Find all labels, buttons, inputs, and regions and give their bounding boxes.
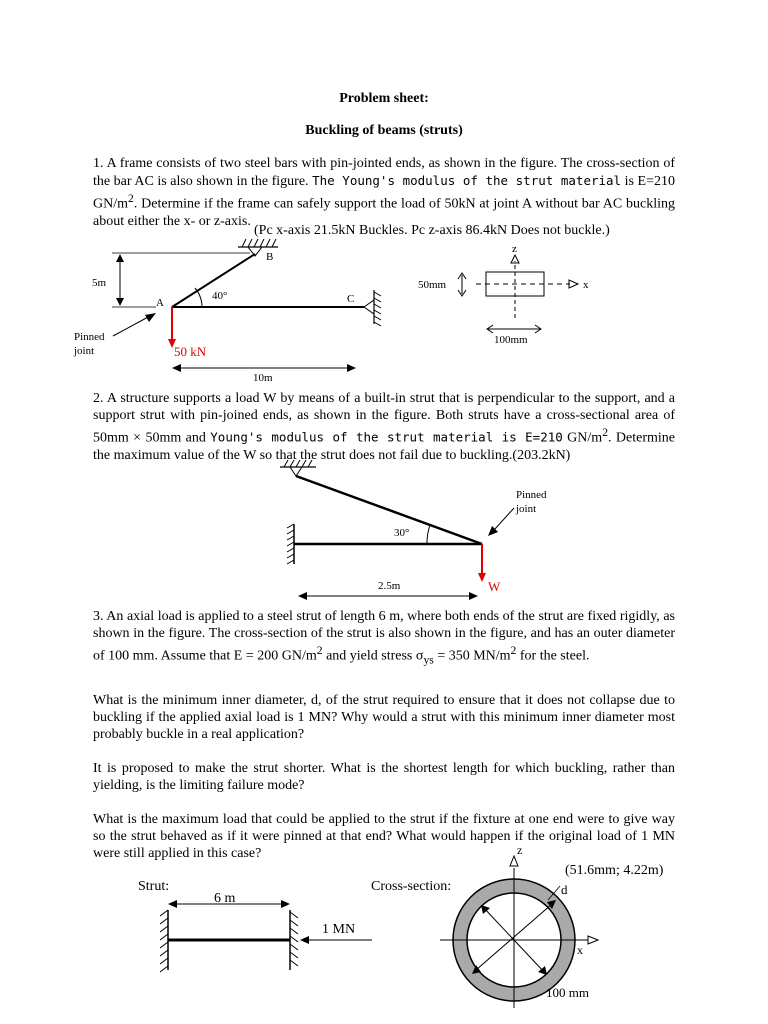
label-b: B xyxy=(266,251,274,263)
problem-3-sub: ys xyxy=(423,653,434,667)
support-strut xyxy=(296,476,482,544)
dim-2-5m-arrow-left xyxy=(298,592,307,600)
problem-3-answer: (51.6mm; 4.22m) xyxy=(565,863,664,878)
problem-3-text-d: for the steel. xyxy=(516,648,590,664)
dim-6m-label: 6 m xyxy=(214,891,236,906)
fixed-wall-right-hatching xyxy=(290,912,298,966)
question-shortest-length: It is proposed to make the strut shorter. What is the shortest length for which buckling, rather than yielding, is the limiting failure mode? xyxy=(93,761,675,793)
angle-40: 40° xyxy=(212,290,228,302)
dim-6m-arrow-left xyxy=(168,900,177,908)
load-w-label: W xyxy=(488,579,501,594)
problem-2-text-c: GN/m xyxy=(562,430,603,446)
top-support-pin xyxy=(290,467,302,476)
problem-2-text-d: . Determine the maximum value of the W so that the strut does not fail due to buckling.(203.2kN) xyxy=(93,430,676,463)
problem-1-text-mono: The Young's modulus of the strut material xyxy=(312,173,622,188)
top-support-hatching xyxy=(284,460,312,467)
problem-3-sup-1: 2 xyxy=(316,644,323,657)
cs-height-label: 50mm xyxy=(418,279,447,291)
label-c: C xyxy=(347,293,355,305)
problem-3-text-a: 3. An axial load is applied to a steel strut of length 6 m, where both ends of the strut are fixed rigidly, as shown in the figure. The cross-section of the strut is also shown in the figure, and has an outer diameter of 100 mm. Assume that E = 200 GN/m xyxy=(93,609,675,664)
angle-30: 30° xyxy=(394,527,410,539)
support-c-pin xyxy=(364,300,374,314)
load-1mn-label: 1 MN xyxy=(322,922,356,937)
tube-z-arrow xyxy=(510,856,518,866)
problem-2-text xyxy=(93,390,675,464)
pinned-label-2: Pinned xyxy=(516,489,547,501)
problem-3-text xyxy=(93,608,675,668)
joint-label-2: joint xyxy=(516,503,537,515)
problem-1-text-d: . Determine if the frame can safely support the load of 50kN at joint A without bar AC buckling about either the x- or z-axis. xyxy=(93,196,675,229)
support-b-hatching xyxy=(242,239,276,247)
tube-axis-x-label: x xyxy=(577,943,583,957)
cs-axis-z-label: z xyxy=(512,243,517,255)
sheet-title: Problem sheet: xyxy=(339,91,429,106)
wall-left-hatching xyxy=(287,524,294,564)
cs-axis-x-label: x xyxy=(583,279,589,291)
sheet-subtitle: Buckling of beams (struts) xyxy=(305,123,463,138)
problem-1-answer: (Pc x-axis 21.5kN Buckles. Pc z-axis 86.4kN Does not buckle.) xyxy=(254,223,610,238)
angle-arc-30 xyxy=(427,525,430,544)
dim-5m-arrow-up xyxy=(116,254,124,262)
load-1mn-arrow xyxy=(300,936,309,944)
figure-2-structure xyxy=(0,458,768,600)
figure-3-strut xyxy=(0,840,768,1024)
pinned-label: Pinned xyxy=(74,331,105,343)
problem-2-text-mono: Young's modulus of the strut material is E=210 xyxy=(210,429,563,445)
tube-axis-z-label: z xyxy=(517,843,523,857)
support-c-hatching xyxy=(374,292,381,326)
cs-width-label: 100mm xyxy=(494,334,528,346)
dim-5m-label: 5m xyxy=(92,277,107,289)
dim-5m-arrow-down xyxy=(116,298,124,306)
joint-label: joint xyxy=(74,345,95,357)
problem-1-text-c: is E=210 GN/m xyxy=(93,174,675,212)
problem-2-sup: 2 xyxy=(602,426,609,439)
pinned-pointer-arrow xyxy=(145,313,156,322)
question-min-inner-diameter: What is the minimum inner diameter, d, of the strut required to ensure that it does not collapse due to buckling if the applied axial load is 1 MN? Why would a strut with this minimum inner diameter most probably buckle in a real application? xyxy=(93,693,675,742)
problem-3-text-b: and yield stress σ xyxy=(322,648,424,664)
dim-10m-label: 10m xyxy=(253,372,273,384)
fixed-wall-left-hatching xyxy=(160,910,168,972)
dim-6m-arrow-right xyxy=(281,900,290,908)
load-50kn-label: 50 kN xyxy=(174,344,207,359)
question-pinned-end: What is the maximum load that could be applied to the strut if the fixture at one end were to give way so the strut behaved as if it were pinned at that end? What would happen if the original load of 1 MN were still applied in this case? xyxy=(93,812,675,861)
cross-section-label: Cross-section: xyxy=(371,879,452,894)
problem-1-text xyxy=(93,155,675,230)
problem-2-text-a: 2. A structure supports a load W by means of a built-in strut that is perpendicular to the support, and a support strut with pin-joined ends, as shown in the figure. Both struts have a cross-sectional area of 50mm × 50mm and xyxy=(93,391,675,446)
outer-diameter-label: 100 mm xyxy=(546,985,589,1000)
inner-diameter-label: d xyxy=(561,882,568,897)
load-w-head xyxy=(478,573,486,582)
dim-2-5m-label: 2.5m xyxy=(378,580,401,592)
pinned-pointer-line xyxy=(113,316,150,336)
dim-10m-arrow-right xyxy=(347,364,356,372)
strut-label: Strut: xyxy=(138,879,170,894)
problem-3-sup-2: 2 xyxy=(510,644,517,657)
problem-3-text-c: = 350 MN/m xyxy=(433,648,511,664)
problem-1-sup: 2 xyxy=(128,192,134,205)
tube-x-arrow xyxy=(588,936,598,944)
dim-2-5m-arrow-right xyxy=(469,592,478,600)
figure-1-frame xyxy=(0,238,768,388)
dim-10m-arrow-left xyxy=(172,364,181,372)
pinned-pointer-line-2 xyxy=(494,508,514,530)
cs-x-arrow xyxy=(569,280,578,288)
label-a: A xyxy=(156,297,164,309)
problem-1-text-a: 1. A frame consists of two steel bars with pin-jointed ends, as shown in the figure. The cross-section of the bar AC is also shown in the figure. xyxy=(93,156,675,189)
